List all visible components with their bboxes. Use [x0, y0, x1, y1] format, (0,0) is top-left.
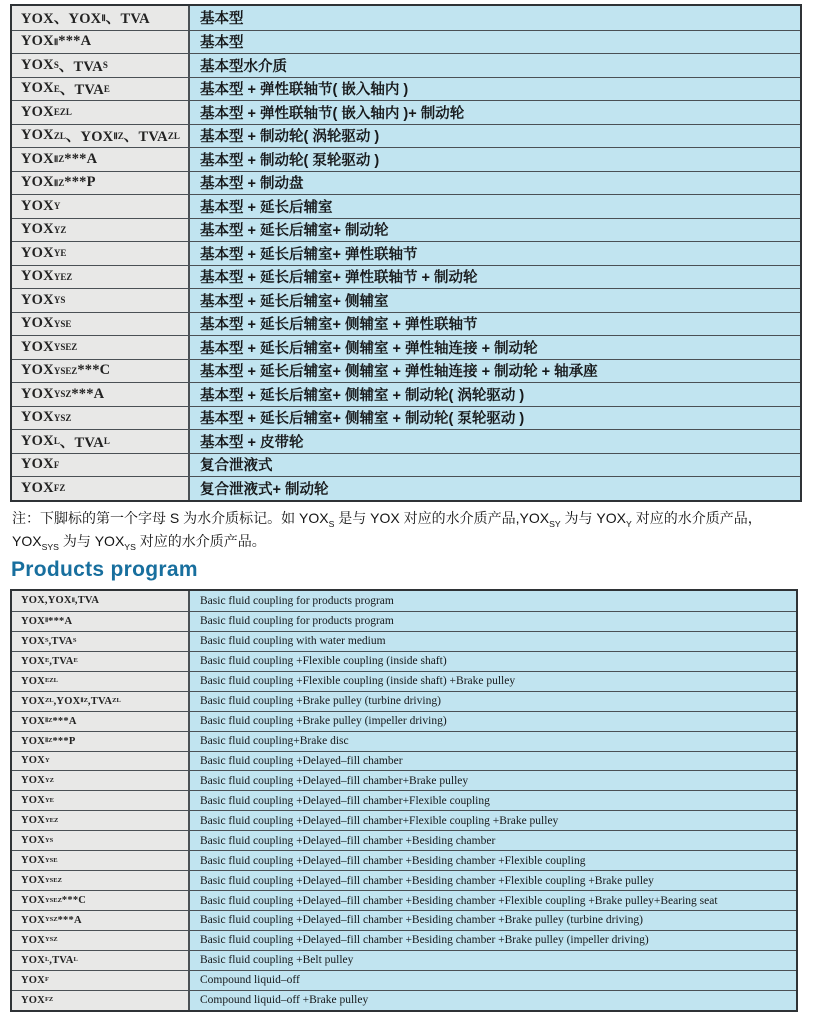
table-row: [12, 810, 796, 830]
description-cell: Basic fluid coupling with water medium: [200, 635, 386, 648]
table-row: [12, 731, 796, 751]
model-cell: YOX FZ: [12, 477, 190, 500]
table-row: [12, 930, 796, 950]
description-cell: Compound liquid–off: [200, 974, 300, 987]
model-cell: YOX YE: [12, 791, 190, 810]
water-medium-footnote: [12, 507, 806, 553]
table-row: [12, 751, 796, 771]
table-row: [12, 171, 800, 195]
table-row: [12, 100, 800, 124]
description-cell: 基本型 + 延长后辅室+ 侧辅室 + 弹性轴连接 + 制动轮: [200, 340, 538, 357]
model-cell: YOX EZL: [12, 672, 190, 691]
table-row: [12, 335, 800, 359]
footnote-line-1: 注：下脚标的第一个字母 S 为水介质标记。如 $YOX_S$ 是与 YOX 对应的水介质产品$,YOX_{SY}$ 为与 $YOX_Y$ 对应的水介质产品，: [12, 510, 762, 529]
model-cell: YOX EZL: [12, 101, 190, 124]
model-cell: YOX FZ: [12, 991, 190, 1010]
table-row: [12, 770, 796, 790]
products-program-table-en: [10, 589, 798, 1012]
table-row: [12, 124, 800, 148]
description-cell: 基本型: [200, 35, 244, 52]
table-row: [12, 77, 800, 101]
table-row: [12, 6, 800, 30]
model-cell: YOX YSZ ***A: [12, 383, 190, 406]
description-cell: 基本型 + 延长后辅室: [200, 199, 333, 216]
table-row: [12, 890, 796, 910]
description-cell: Basic fluid coupling +Delayed–fill chamber +Besiding chamber +Flexible coupling: [200, 854, 586, 867]
description-cell: Basic fluid coupling +Delayed–fill chamber+Flexible coupling: [200, 794, 490, 807]
model-cell: YOX L 、TVA L: [12, 430, 190, 453]
table-row: [12, 359, 800, 383]
description-cell: 基本型 + 延长后辅室+ 侧辅室 + 制动轮( 泵轮驱动 ): [200, 411, 525, 428]
model-cell: YOX YSEZ ***C: [12, 891, 190, 910]
model-cell: YOX ⅡZ ***A: [12, 712, 190, 731]
table-row: [12, 910, 796, 930]
description-cell: Basic fluid coupling+Brake disc: [200, 735, 349, 748]
table-row: [12, 30, 800, 54]
description-cell: 基本型 + 制动轮( 泵轮驱动 ): [200, 152, 380, 169]
table-row: [12, 990, 796, 1010]
table-row: [12, 406, 800, 430]
description-cell: 基本型 + 皮带轮: [200, 434, 304, 451]
table-row: [12, 453, 800, 477]
model-cell: YOX L ,TVA L: [12, 951, 190, 970]
model-cell: YOX ZL 、YOX ⅡZ 、TVA ZL: [12, 125, 190, 148]
table-row: [12, 691, 796, 711]
section-heading-products-program: Products program: [11, 558, 198, 581]
table-row: [12, 241, 800, 265]
model-cell: YOX YEZ: [12, 811, 190, 830]
description-cell: 基本型 + 延长后辅室+ 侧辅室: [200, 293, 389, 310]
model-cell: YOX ⅡZ ***P: [12, 172, 190, 195]
table-row: [12, 671, 796, 691]
description-cell: 基本型 + 延长后辅室+ 弹性联轴节 + 制动轮: [200, 270, 478, 287]
model-cell: YOX YZ: [12, 771, 190, 790]
model-cell: YOX F: [12, 454, 190, 477]
model-cell: YOX YSZ: [12, 407, 190, 430]
table-row: [12, 870, 796, 890]
model-cell: YOX YSEZ ***C: [12, 360, 190, 383]
model-cell: YOX Y: [12, 195, 190, 218]
table-row: [12, 950, 796, 970]
description-cell: Basic fluid coupling +Delayed–fill chamber +Besiding chamber +Flexible coupling +Brake pulley+Bearing seat: [200, 894, 718, 907]
model-cell: YOX YSEZ: [12, 871, 190, 890]
description-cell: Basic fluid coupling +Brake pulley (impeller driving): [200, 715, 447, 728]
model-cell: YOX F: [12, 971, 190, 990]
description-cell: 基本型 + 延长后辅室+ 弹性联轴节: [200, 246, 418, 263]
description-cell: Basic fluid coupling +Delayed–fill chamber +Besiding chamber +Flexible coupling +Brake pulley: [200, 874, 654, 887]
model-cell: YOX YSE: [12, 313, 190, 336]
spec-table-cn: [10, 4, 802, 502]
model-cell: YOX E ,TVA E: [12, 652, 190, 671]
model-cell: YOX S 、TVA S: [12, 54, 190, 77]
table-row: [12, 970, 796, 990]
model-cell: YOX YZ: [12, 219, 190, 242]
table-row: [12, 476, 800, 500]
description-cell: Basic fluid coupling +Flexible coupling (inside shaft) +Brake pulley: [200, 675, 516, 688]
description-cell: Basic fluid coupling +Delayed–fill chamber: [200, 754, 403, 767]
description-cell: Basic fluid coupling +Flexible coupling (inside shaft): [200, 655, 447, 668]
description-cell: Compound liquid–off +Brake pulley: [200, 994, 369, 1007]
model-cell: YOX Ⅱ ***A: [12, 31, 190, 54]
description-cell: 基本型 + 弹性联轴节( 嵌入轴内 )+ 制动轮: [200, 105, 465, 122]
model-cell: YOX YSE: [12, 851, 190, 870]
description-cell: Basic fluid coupling +Delayed–fill chamber+Brake pulley: [200, 774, 469, 787]
description-cell: Basic fluid coupling +Brake pulley (turbine driving): [200, 695, 441, 708]
table-row: [12, 312, 800, 336]
table-row: [12, 611, 796, 631]
table-row: [12, 711, 796, 731]
table-row: [12, 591, 796, 611]
table-row: [12, 830, 796, 850]
description-cell: Basic fluid coupling for products program: [200, 615, 394, 628]
table-row: [12, 288, 800, 312]
description-cell: 基本型: [200, 11, 244, 28]
table-row: [12, 194, 800, 218]
description-cell: 基本型 + 延长后辅室+ 侧辅室 + 制动轮( 涡轮驱动 ): [200, 387, 525, 404]
description-cell: 复合泄液式: [200, 458, 273, 475]
table-row: [12, 790, 796, 810]
description-cell: Basic fluid coupling +Delayed–fill chamber+Flexible coupling +Brake pulley: [200, 814, 559, 827]
table-row: [12, 651, 796, 671]
description-cell: 基本型 + 制动轮( 涡轮驱动 ): [200, 129, 380, 146]
model-cell: YOX Ⅱ ***A: [12, 612, 190, 631]
model-cell: YOX YSZ ***A: [12, 911, 190, 930]
description-cell: 基本型 + 制动盘: [200, 176, 304, 193]
model-cell: YOX,YOX Ⅱ ,TVA: [12, 591, 190, 611]
model-cell: YOX YS: [12, 831, 190, 850]
description-cell: Basic fluid coupling +Delayed–fill chamber +Besiding chamber: [200, 834, 496, 847]
model-cell: YOX ⅡZ ***A: [12, 148, 190, 171]
description-cell: Basic fluid coupling +Belt pulley: [200, 954, 354, 967]
model-cell: YOX YSZ: [12, 931, 190, 950]
footnote-line-2: $YOX_{SYS}$ 为与 $YOX_{YS}$ 对应的水介质产品。: [12, 533, 266, 552]
table-row: [12, 147, 800, 171]
description-cell: 复合泄液式+ 制动轮: [200, 481, 329, 498]
table-row: [12, 631, 796, 651]
model-cell: YOX、YOX Ⅱ 、TVA: [12, 6, 190, 30]
table-row: [12, 265, 800, 289]
table-row: [12, 850, 796, 870]
description-cell: 基本型 + 延长后辅室+ 侧辅室 + 弹性联轴节: [200, 317, 478, 334]
model-cell: YOX Y: [12, 752, 190, 771]
model-cell: YOX ⅡZ ***P: [12, 732, 190, 751]
model-cell: YOX YE: [12, 242, 190, 265]
description-cell: Basic fluid coupling +Delayed–fill chamber +Besiding chamber +Brake pulley (impeller driving): [200, 934, 649, 947]
table-row: [12, 53, 800, 77]
model-cell: YOX YSEZ: [12, 336, 190, 359]
model-cell: YOX ZL ,YOX ⅡZ ,TVA ZL: [12, 692, 190, 711]
model-cell: YOX S ,TVA S: [12, 632, 190, 651]
table-row: [12, 218, 800, 242]
table-row: [12, 429, 800, 453]
description-cell: 基本型水介质: [200, 58, 287, 75]
description-cell: 基本型 + 延长后辅室+ 制动轮: [200, 223, 389, 240]
description-cell: Basic fluid coupling +Delayed–fill chamber +Besiding chamber +Brake pulley (turbine driving): [200, 914, 643, 927]
model-cell: YOX YEZ: [12, 266, 190, 289]
description-cell: 基本型 + 延长后辅室+ 侧辅室 + 弹性轴连接 + 制动轮 + 轴承座: [200, 364, 598, 381]
table-row: [12, 382, 800, 406]
model-cell: YOX E 、TVA E: [12, 78, 190, 101]
description-cell: Basic fluid coupling for products program: [200, 594, 394, 607]
model-cell: YOX YS: [12, 289, 190, 312]
description-cell: 基本型 + 弹性联轴节( 嵌入轴内 ): [200, 82, 409, 99]
